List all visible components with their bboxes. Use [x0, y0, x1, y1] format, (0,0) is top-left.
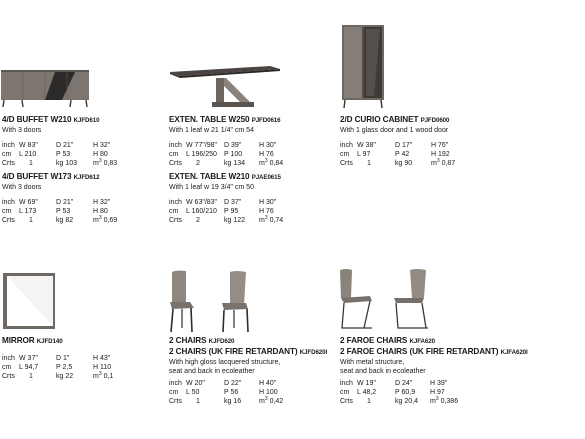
spec-unit-inch: inch — [169, 199, 182, 206]
product-description: With high gloss lacquered structure, — [169, 359, 281, 366]
spec-table — [340, 141, 480, 172]
spec-height: H 30" — [259, 199, 277, 206]
spec-height: H 40" — [259, 380, 277, 387]
spec-length: L 50 — [186, 389, 200, 396]
spec-unit-cm: cm — [2, 364, 12, 371]
spec-depth-cm: P 100 — [224, 151, 243, 158]
spec-height: H 30" — [259, 142, 277, 149]
spec-cartons: 2 — [196, 217, 200, 224]
spec-width: W 19" — [357, 380, 376, 387]
spec-height-cm: H 80 — [93, 151, 108, 158]
spec-height: H 32" — [93, 199, 111, 206]
spec-volume: $m^3$ 0,1 — [93, 371, 114, 380]
spec-unit-inch: inch — [340, 380, 353, 387]
spec-weight: kg 90 — [395, 160, 413, 167]
spec-volume: $m^3$ 0,386 — [430, 396, 459, 405]
buffet-image — [0, 68, 92, 108]
spec-depth-cm: P 2,5 — [56, 364, 73, 371]
spec-depth-cm: P 56 — [224, 389, 239, 396]
product-table-w210 — [169, 172, 309, 229]
product-title — [2, 115, 137, 126]
spec-height-cm: H 192 — [431, 151, 450, 158]
spec-unit-inch: inch — [340, 142, 353, 149]
product-name: 4/D BUFFET W210 — [2, 115, 72, 124]
spec-height-cm: H 110 — [93, 364, 112, 371]
product-description: With metal structure, — [340, 359, 405, 366]
spec-depth: D 39" — [224, 142, 242, 149]
spec-width: W 38" — [357, 142, 376, 149]
spec-unit-cm: cm — [169, 208, 179, 215]
product-code: KJFD140 — [36, 338, 63, 345]
spec-depth-cm: P 60,9 — [395, 389, 416, 396]
product-faroe-chairs — [340, 336, 528, 410]
spec-cartons: 1 — [196, 398, 200, 405]
spec-depth-cm: P 42 — [395, 151, 410, 158]
spec-unit-cm: cm — [2, 151, 12, 158]
product-title — [2, 172, 137, 183]
spec-width: W 63"/83" — [186, 199, 218, 206]
spec-cartons: 1 — [29, 373, 33, 380]
faroe-chairs-image — [336, 268, 438, 332]
spec-width: W 37" — [19, 355, 38, 362]
product-table-w250 — [169, 115, 309, 172]
product-description: With 3 doors — [2, 184, 42, 191]
spec-volume: $m^3$ 0,69 — [93, 215, 118, 224]
product-code: KJFD612 — [73, 174, 100, 181]
spec-unit-inch: inch — [169, 142, 182, 149]
spec-unit-crts: Crts — [2, 160, 15, 167]
product-code-alt: KJFA620I — [500, 349, 528, 356]
spec-weight: kg 122 — [224, 217, 246, 224]
product-name: 2 FAROE CHAIRS — [340, 336, 408, 345]
product-title — [340, 336, 528, 347]
spec-depth: D 37" — [224, 199, 242, 206]
product-name: 4/D BUFFET W173 — [2, 172, 72, 181]
spec-weight: kg 20,4 — [395, 398, 418, 405]
product-title-alt — [340, 347, 528, 358]
product-title — [2, 336, 137, 347]
spec-depth: D 21" — [56, 142, 74, 149]
product-title — [169, 172, 309, 183]
product-buffet-w173 — [2, 172, 137, 229]
spec-unit-cm: cm — [340, 151, 350, 158]
spec-width: W 83" — [19, 142, 38, 149]
product-description: With 3 doors — [2, 127, 42, 134]
product-title-alt — [169, 347, 327, 358]
product-code: KJFA620 — [409, 338, 435, 345]
spec-height: H 76" — [431, 142, 449, 149]
product-chairs — [169, 336, 327, 410]
spec-height-cm: H 80 — [93, 208, 108, 215]
spec-unit-inch: inch — [169, 380, 182, 387]
spec-weight: kg 22 — [56, 373, 74, 380]
product-name: 2 CHAIRS — [169, 336, 207, 345]
spec-height: H 32" — [93, 142, 111, 149]
spec-length: L 196/250 — [186, 151, 217, 158]
product-name: MIRROR — [2, 336, 35, 345]
spec-width: W 20" — [186, 380, 205, 387]
product-title — [169, 115, 309, 126]
spec-cartons: 1 — [367, 160, 371, 167]
spec-unit-crts: Crts — [340, 398, 353, 405]
product-description: With 1 leaf w 19 3/4" cm 50 — [169, 184, 254, 191]
spec-unit-crts: Crts — [340, 160, 353, 167]
spec-unit-cm: cm — [340, 389, 350, 396]
product-curio-cabinet — [340, 115, 480, 172]
spec-table — [169, 379, 309, 410]
spec-depth-cm: P 53 — [56, 151, 71, 158]
product-code: KJFD620 — [208, 338, 235, 345]
product-description: With 1 leaf w 21 1/4" cm 54 — [169, 127, 254, 134]
spec-unit-crts: Crts — [169, 217, 182, 224]
product-name: 2/D CURIO CABINET — [340, 115, 419, 124]
spec-weight: kg 103 — [56, 160, 78, 167]
spec-depth: D 1" — [56, 355, 70, 362]
product-description: With 1 glass door and 1 wood door — [340, 127, 449, 134]
spec-volume: $m^3$ 0,84 — [259, 158, 284, 167]
spec-unit-inch: inch — [2, 355, 15, 362]
product-title — [169, 336, 327, 347]
spec-length: L 160/210 — [186, 208, 217, 215]
spec-cartons: 1 — [29, 217, 33, 224]
spec-length: L 210 — [19, 151, 37, 158]
table-image — [168, 64, 282, 110]
spec-unit-cm: cm — [2, 208, 12, 215]
spec-cartons: 1 — [367, 398, 371, 405]
product-description: seat and back in ecoleather — [340, 368, 426, 375]
product-name-alt: 2 FAROE CHAIRS (UK FIRE RETARDANT) — [340, 347, 499, 356]
spec-height-cm: H 100 — [259, 389, 278, 396]
product-buffet-w210 — [2, 115, 137, 172]
spec-table — [169, 198, 309, 229]
spec-depth: D 24" — [395, 380, 413, 387]
product-mirror — [2, 336, 137, 385]
product-code-alt: KJFD620I — [299, 349, 328, 356]
product-code: PJFD0616 — [251, 117, 281, 124]
product-code: PJFD0600 — [420, 117, 450, 124]
spec-cartons: 1 — [29, 160, 33, 167]
spec-width: W 69" — [19, 199, 38, 206]
product-name: EXTEN. TABLE W210 — [169, 172, 250, 181]
spec-unit-crts: Crts — [2, 217, 15, 224]
spec-unit-cm: cm — [169, 389, 179, 396]
spec-unit-crts: Crts — [2, 373, 15, 380]
spec-unit-cm: cm — [169, 151, 179, 158]
spec-table — [2, 198, 137, 229]
spec-height: H 43" — [93, 355, 111, 362]
spec-height-cm: H 76 — [259, 151, 274, 158]
spec-depth-cm: P 95 — [224, 208, 239, 215]
product-title — [340, 115, 480, 126]
spec-table — [340, 379, 480, 410]
spec-cartons: 2 — [196, 160, 200, 167]
spec-volume: $m^3$ 0,42 — [259, 396, 284, 405]
spec-table — [2, 354, 137, 385]
product-name-alt: 2 CHAIRS (UK FIRE RETARDANT) — [169, 347, 298, 356]
product-name: EXTEN. TABLE W250 — [169, 115, 250, 124]
spec-height-cm: H 76 — [259, 208, 274, 215]
chairs-image — [166, 270, 254, 334]
spec-volume: $m^3$ 0,83 — [93, 158, 118, 167]
spec-unit-inch: inch — [2, 199, 15, 206]
product-code: PJAE0615 — [251, 174, 281, 181]
spec-volume: $m^3$ 0,74 — [259, 215, 284, 224]
spec-weight: kg 16 — [224, 398, 242, 405]
spec-depth: D 22" — [224, 380, 242, 387]
mirror-image — [2, 272, 58, 332]
spec-width: W 77"/98" — [186, 142, 218, 149]
curio-cabinet-image — [340, 24, 386, 110]
spec-height: H 39" — [430, 380, 448, 387]
spec-depth: D 17" — [395, 142, 413, 149]
spec-height-cm: H 97 — [430, 389, 445, 396]
spec-volume: $m^3$ 0,87 — [431, 158, 456, 167]
product-description: seat and back in ecoleather — [169, 368, 255, 375]
spec-unit-crts: Crts — [169, 398, 182, 405]
spec-length: L 48,2 — [357, 389, 377, 396]
spec-weight: kg 134 — [224, 160, 246, 167]
spec-unit-inch: inch — [2, 142, 15, 149]
spec-table — [169, 141, 309, 172]
spec-length: L 97 — [357, 151, 371, 158]
spec-table — [2, 141, 137, 172]
spec-length: L 173 — [19, 208, 37, 215]
product-code: KJFD610 — [73, 117, 100, 124]
spec-depth: D 21" — [56, 199, 74, 206]
spec-weight: kg 82 — [56, 217, 74, 224]
spec-unit-crts: Crts — [169, 160, 182, 167]
spec-length: L 94,7 — [19, 364, 39, 371]
spec-depth-cm: P 53 — [56, 208, 71, 215]
